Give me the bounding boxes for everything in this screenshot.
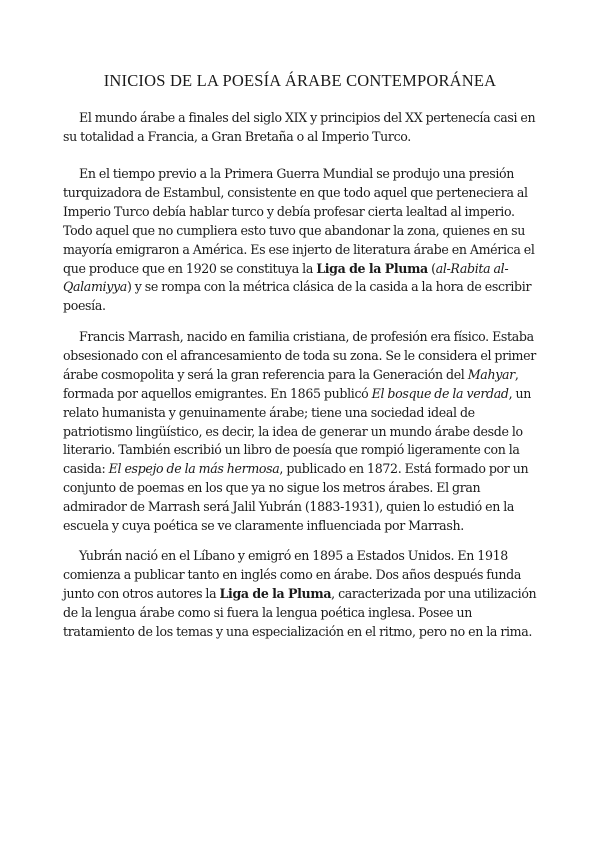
paragraph-4-text: , caracterizada por una utilización de la lengua árabe como si fuera la lengua poética inglesa. Posee un tratamiento de los temas y una especialización en el ritmo, pero no en la rima. — [63, 585, 537, 639]
paragraph-4-text: Yubrán nació en el Líbano y emigró en 1895 a Estados Unidos. En 1918 comienza a publicar tanto en inglés como en árabe. Dos años después funda junto con otros autores la — [63, 548, 522, 601]
paragraph-3-text: , formada por aquellos emigrantes. En 1865 publicó — [63, 366, 519, 401]
italic-title-el-espejo: El espejo de la más hermosa — [108, 461, 280, 477]
bold-term-liga-de-la-pluma: Liga de la Pluma — [316, 260, 428, 276]
italic-term-al-rabita: al-Rabita al-Qalamiyya — [63, 260, 509, 295]
bold-term-liga-de-la-pluma: Liga de la Pluma — [219, 585, 332, 601]
paragraph-1-text: El mundo árabe a finales del siglo XIX y principios del XX pertenecía casi en su totalidad a Francia, a Gran Bretaña o al Imperio Turco. — [63, 110, 536, 144]
paragraph-3 — [63, 328, 539, 536]
paragraph-2-text: ) y se rompa con la métrica clásica de la casida a la hora de escribir poesía. — [63, 279, 532, 314]
italic-term-mahyar: Mahyar — [467, 366, 515, 382]
paragraph-1 — [63, 109, 539, 147]
page-title: INICIOS DE LA POESÍA ÁRABE CONTEMPORÁNEA — [103, 71, 497, 90]
paragraph-2-text: En el tiempo previo a la Primera Guerra Mundial se produjo una presión turquizadora de Estambul, consistente en que todo aquel que perteneciera al Imperio Turco debía hablar turco y debía profesar cierta lealtad al imperio. Todo aquel que no cumpliera esto tuvo que abandonar la zona, quienes en su mayoría emigraron a América. Es ese injerto de literatura árabe en América el que produce que en 1920 se constituya la — [63, 166, 535, 276]
paragraph-2 — [63, 165, 539, 316]
paragraph-3-text: , un relato humanista y genuinamente árabe; tiene una sociedad ideal de patriotismo lingüístico, es decir, la idea de generar un mundo árabe desde lo literario. También escribió un libro de poesía que rompió ligeramente con la casida: — [63, 385, 532, 477]
paragraph-4 — [63, 547, 539, 642]
paragraph-3-text: , publicado en 1872. Está formado por un conjunto de poemas en los que ya no sigue los metros árabes. El gran admirador de Marrash será Jalil Yubrán (1883-1931), quien lo estudió en la escuela y cuya poética se ve claramente influenciada por Marrash. — [63, 461, 529, 534]
paragraph-3-text: Francis Marrash, nacido en familia cristiana, de profesión era físico. Estaba obsesionado con el afrancesamiento de toda su zona. Se le considera el primer árabe cosmopolita y será la gran referencia para la Generación del — [63, 329, 536, 382]
paragraph-2-text: ( — [427, 260, 436, 276]
italic-title-el-bosque-de-la-verdad: El bosque de la verdad — [371, 385, 509, 401]
